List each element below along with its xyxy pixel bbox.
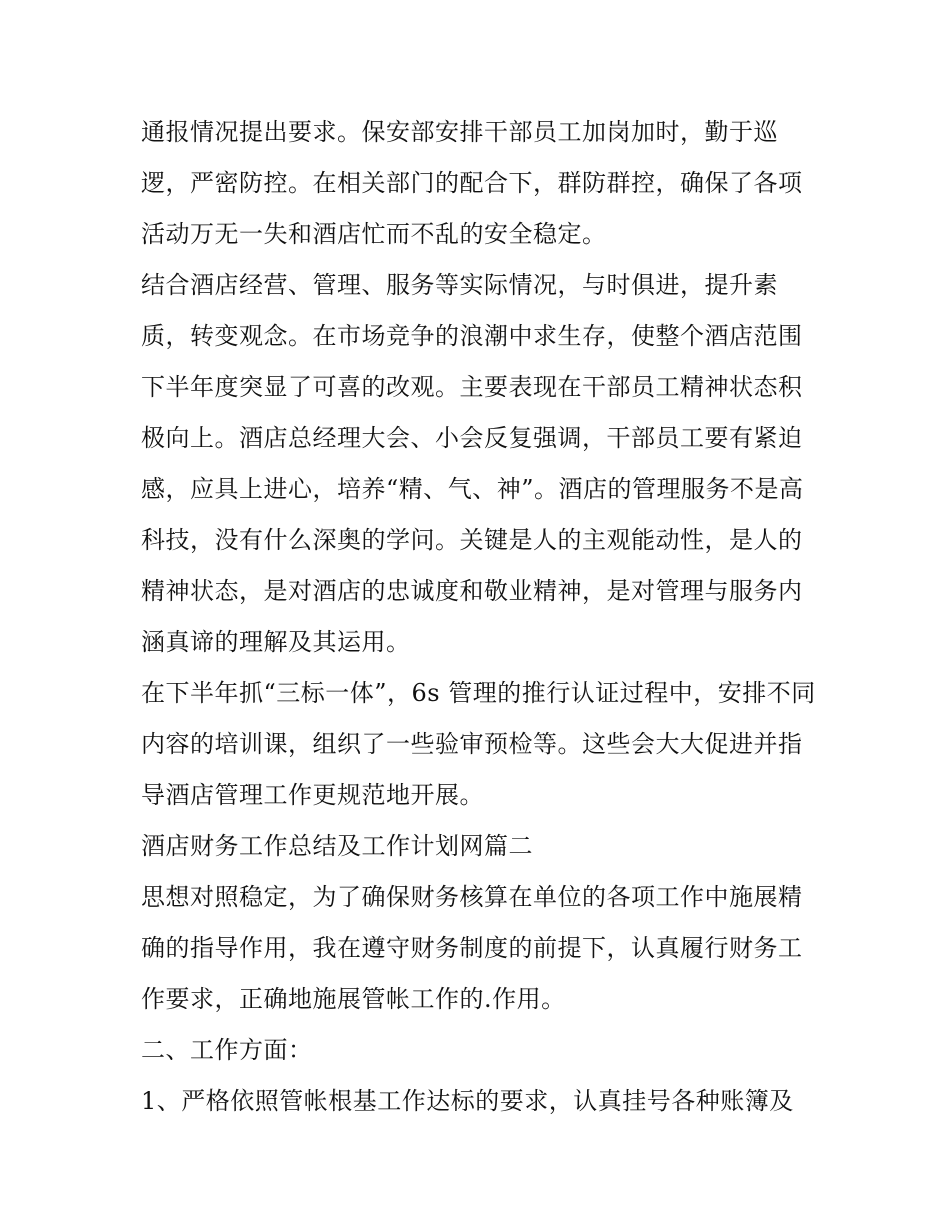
text-line: 在下半年抓“三标一体”，6s 管理的推行认证过程中，安排不同 xyxy=(141,679,816,707)
text-line: 导酒店管理工作更规范地开展。 xyxy=(141,781,484,809)
text-line: 极向上。酒店总经理大会、小会反复强调，干部员工要有紧迫 xyxy=(141,424,803,452)
subsection-heading: 二、工作方面： xyxy=(141,1036,313,1064)
text-line: 涵真谛的理解及其运用。 xyxy=(141,628,411,656)
text-line: 精神状态，是对酒店的忠诚度和敬业精神，是对管理与服务内 xyxy=(141,577,803,605)
text-line: 活动万无一失和酒店忙而不乱的安全稳定。 xyxy=(141,220,607,248)
text-line: 确的指导作用，我在遵守财务制度的前提下，认真履行财务工 xyxy=(141,934,803,962)
text-line: 逻，严密防控。在相关部门的配合下，群防群控，确保了各项 xyxy=(141,169,803,197)
text-line: 通报情况提出要求。保安部安排干部员工加岗加时，勤于巡 xyxy=(141,118,778,146)
text-line: 作要求，正确地施展管帐工作的.作用。 xyxy=(141,985,566,1013)
document-body xyxy=(141,107,821,1127)
text-line: 下半年度突显了可喜的改观。主要表现在干部员工精神状态积 xyxy=(141,373,803,401)
text-line: 思想对照稳定，为了确保财务核算在单位的各项工作中施展精 xyxy=(141,883,803,911)
text-line: 质，转变观念。在市场竞争的浪潮中求生存，使整个酒店范围 xyxy=(141,322,803,350)
text-line: 内容的培训课，组织了一些验审预检等。这些会大大促进并指 xyxy=(141,730,803,758)
list-item: 1、严格依照管帐根基工作达标的要求，认真挂号各种账簿及 xyxy=(141,1087,794,1115)
text-line: 感，应具上进心，培养“精、气、神”。酒店的管理服务不是高 xyxy=(141,475,804,503)
text-line: 结合酒店经营、管理、服务等实际情况，与时俱进，提升素 xyxy=(141,271,778,299)
text-line: 科技，没有什么深奥的学问。关键是人的主观能动性，是人的 xyxy=(141,526,803,554)
section-heading: 酒店财务工作总结及工作计划网篇二 xyxy=(141,832,533,860)
